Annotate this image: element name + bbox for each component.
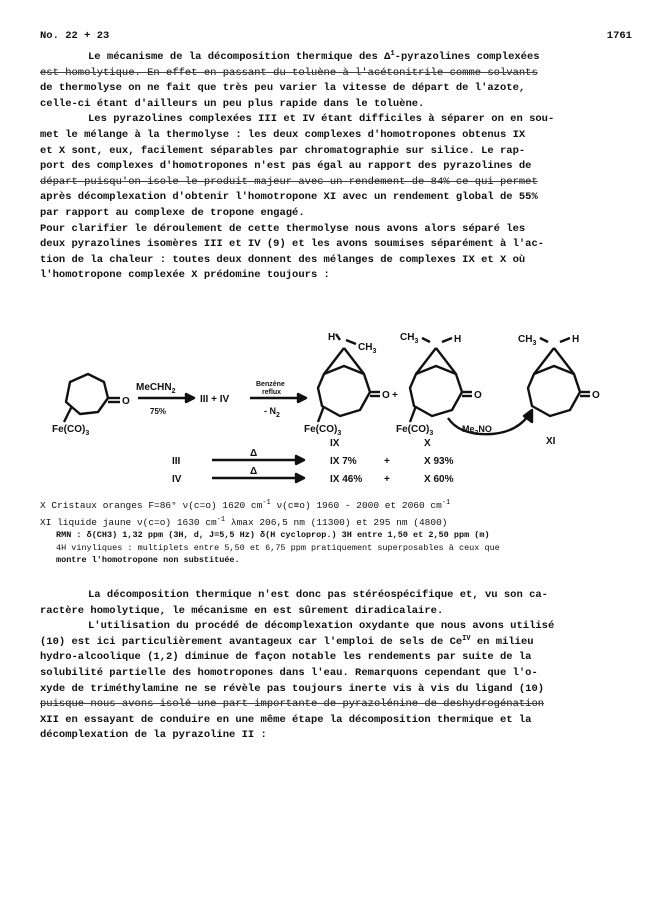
reagent-me3no: $Me_3NO$ xyxy=(462,424,492,437)
carbonyl-o-start: O xyxy=(122,396,130,407)
p5-line6: puisque nous avons isolé une part importante de pyrazolénine de deshydrogénation xyxy=(40,698,545,711)
p5-line4: solubilité partielle des homotropones dans l'eau. Remarquons cependant que l'o- xyxy=(40,666,538,679)
ix-o: O xyxy=(382,390,390,401)
body-text-bottom xyxy=(40,588,632,744)
x-fe-co3: $Fe(CO)_3$ xyxy=(396,424,434,437)
x-o: O xyxy=(474,390,482,401)
p2-line1: Les pyrazolines complexées III et IV étant difficiles à séparer on en sou- xyxy=(88,113,555,126)
journal-issue: No. 22 + 23 xyxy=(40,30,110,42)
p1-line2: est homolytique. En effet en passant du toluène à l'acétonitrile comme solvants xyxy=(40,66,538,79)
reaction-scheme-figure xyxy=(40,330,632,494)
data-x-line: X Cristaux oranges F=86° ν(c=o) 1620 $cm^{-1}$ ν(c≡o) 1960 - 2000 et 2060 $cm^{-1}$ xyxy=(40,499,451,511)
plus-row-iii: + xyxy=(384,456,390,467)
xi-h: H xyxy=(572,334,580,345)
row-iv: IV xyxy=(172,474,182,485)
p5-line8: décomplexation de la pyrazoline II : xyxy=(40,729,267,742)
label-x: X xyxy=(424,438,431,449)
p5-line1: L'utilisation du procédé de décomplexation oxydante que nous avons utilisé xyxy=(88,620,555,633)
p5-line5: xyde de triméthylamine ne se révèle pas toujours inerte vis à vis du ligand (10) xyxy=(40,682,545,695)
p2-line2: met le mélange à la thermolyse : les deux complexes d'homotropones obtenus IX xyxy=(40,128,526,141)
yield-1: 75% xyxy=(150,407,167,416)
p2-line3: et X sont, eux, facilement séparables par chromatographie sur silice. Le rap- xyxy=(40,144,526,157)
data-vinyl-1: 4H vinyliques : multiplets entre 5,50 et 6,75 ppm pratiquement superposables à ceux que xyxy=(56,542,500,553)
label-xi: XI xyxy=(546,436,556,447)
xi-o: O xyxy=(592,390,600,401)
x-ch3: $CH_3$ xyxy=(400,332,419,345)
iii-ix-ratio: IX 7% xyxy=(330,456,357,467)
iv-ix-ratio: IX 46% xyxy=(330,474,363,485)
reagent-benzene: Benzène xyxy=(256,381,285,388)
product-x-structure xyxy=(410,338,472,422)
label-ix: IX xyxy=(330,438,340,449)
p3-line1: Pour clarifier le déroulement de cette thermolyse nous avons alors séparé les xyxy=(40,222,526,235)
p2-line6: après décomplexation d'obtenir l'homotropone XI avec un rendement global de 55% xyxy=(40,191,538,204)
row-iii: III xyxy=(172,456,181,467)
iii-x-ratio: X 93% xyxy=(424,456,454,467)
pyrazolines-iii-iv: III + IV xyxy=(200,394,230,405)
p4-line2: ractère homolytique, le mécanisme en est sûrement diradicalaire. xyxy=(40,604,444,617)
reagent-reflux: reflux xyxy=(262,389,282,396)
p3-line4: l'homotropone complexée X prédomine toujours : xyxy=(40,269,330,282)
data-rmn: RMN : δ(CH3) 1,32 ppm (3H, d, J=5,5 Hz) δ(H cycloprop.) 3H entre 1,50 et 2,50 ppm (m) xyxy=(56,530,490,541)
ix-fe-co3: $Fe(CO)_3$ xyxy=(304,424,342,437)
p2-line5: départ puisqu'on isole le produit majeur avec un rendement de 84% ce qui permet xyxy=(40,175,538,188)
p1-line3: de thermolyse on ne fait que très peu varier la vitesse de départ de l'azote, xyxy=(40,82,526,95)
p3-line2: deux pyrazolines isomères III et IV (9) et les avons soumises séparément à l'ac- xyxy=(40,238,545,251)
iv-x-ratio: X 60% xyxy=(424,474,454,485)
spectral-data xyxy=(40,500,632,567)
p1-line4: celle-ci étant d'ailleurs un peu plus rapide dans le toluène. xyxy=(40,97,425,110)
reaction-scheme xyxy=(40,330,632,494)
plus-sign: + xyxy=(392,390,398,401)
p2-line4: port des complexes d'homotropones n'est pas égal au rapport des pyrazolines de xyxy=(40,160,532,173)
ix-h: H xyxy=(328,332,336,343)
product-xi-structure xyxy=(528,338,590,416)
p5-line7: XII en essayant de conduire en une même étape la décomposition thermique et la xyxy=(40,713,532,726)
plus-row-iv: + xyxy=(384,474,390,485)
p3-line3: tion de la chaleur : toutes deux donnent des mélanges de complexes IX et X où xyxy=(40,253,526,266)
delta-1: Δ xyxy=(250,448,258,459)
xi-ch3: $CH_3$ xyxy=(518,334,537,347)
fe-co3-start: $Fe(CO)_3$ xyxy=(52,424,90,437)
body-text-top xyxy=(40,50,632,284)
p5-line3: hydro-alcoolique (1,2) diminue de façon notable les rendements par suite de la xyxy=(40,651,532,664)
delta-2: Δ xyxy=(250,466,258,477)
data-xi-line: XI liquide jaune ν(c=o) 1630 $cm^{-1}$ λmax 206,5 nm (11300) et 295 nm (4800) xyxy=(40,515,448,528)
p5-line2: (10) est ici particulièrement avantageux car l'emploi de sels de $Ce^{IV}$ en milieu xyxy=(40,634,534,648)
ix-ch3: $CH_3$ xyxy=(358,342,377,355)
reagent-minus-n2: - $N_2$ xyxy=(264,406,280,419)
x-h: H xyxy=(454,334,462,345)
reagent-diazoethane: MeCHN$_2$ xyxy=(136,382,176,395)
p1-line1: Le mécanisme de la décomposition thermique des $\Delta^1$-pyrazolines complexées xyxy=(88,50,540,63)
p2-line7: par rapport au complexe de tropone engagé. xyxy=(40,206,305,219)
tropone-complex-structure xyxy=(64,374,120,422)
p4-line1: La décomposition thermique n'est donc pas stéréospécifique et, vu son ca- xyxy=(88,589,548,601)
data-vinyl-2: montre l'homotropone non substituée. xyxy=(56,555,240,566)
page-number: 1761 xyxy=(606,30,632,42)
